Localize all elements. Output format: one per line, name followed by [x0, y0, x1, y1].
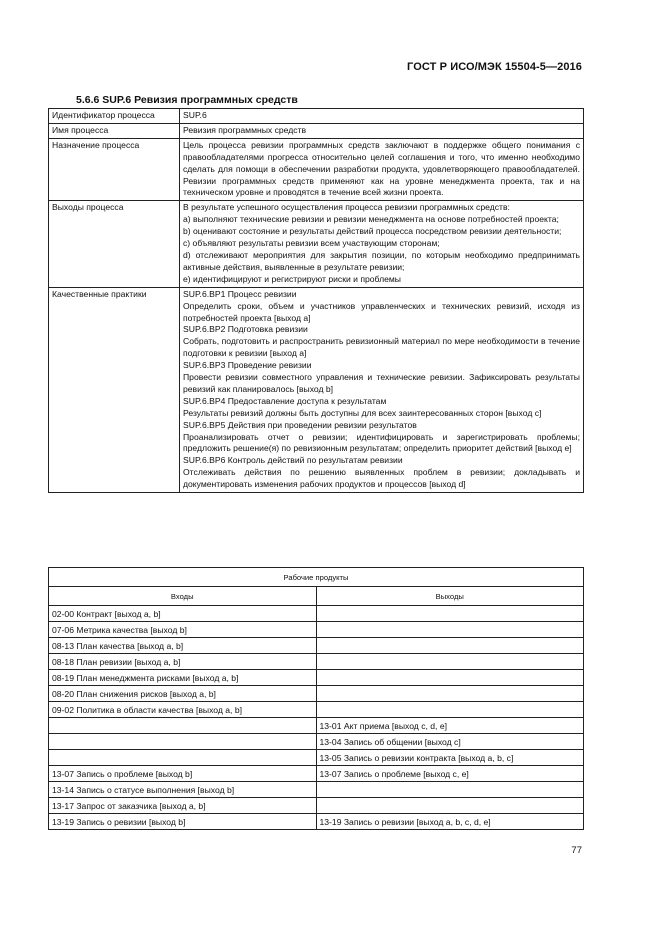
input-cell: 09-02 Политика в области качества [выход a, b]: [49, 702, 317, 718]
practice-title: SUP.6.BP1 Процесс ревизии: [183, 288, 297, 299]
process-id-label: Идентификатор процесса: [49, 109, 180, 124]
process-outcomes-list: [180, 201, 584, 287]
table-row: [49, 622, 584, 638]
practice-title: SUP.6.BP4 Предоставление доступа к результатам: [183, 395, 387, 406]
output-cell: 13-05 Запись о ревизии контракта [выход a, b, c]: [316, 750, 584, 766]
input-cell: 08-18 План ревизии [выход a, b]: [49, 654, 317, 670]
process-id-value: SUP.6: [180, 109, 584, 124]
practice-text: Собрать, подготовить и распространить ревизионный материал по мере необходимости в течение подготовки к ревизии [выход a]: [183, 336, 580, 359]
output-cell: [316, 638, 584, 654]
input-cell: 13-19 Запись о ревизии [выход b]: [49, 814, 317, 830]
practice-text: Отслеживать действия по решению выявленных проблем в ревизии; докладывать и документировать изменения рабочих продуктов и процессов [выход d]: [183, 467, 580, 490]
work-products-title: Рабочие продукты: [49, 568, 584, 587]
process-outcomes-label: Выходы процесса: [49, 201, 180, 287]
table-row: [49, 686, 584, 702]
input-cell: [49, 750, 317, 766]
process-practices-label: Качественные практики: [49, 287, 180, 492]
input-cell: 08-19 План менеджмента рисками [выход a, b]: [49, 670, 317, 686]
table-row: [49, 702, 584, 718]
practice-title: SUP.6.BP3 Проведение ревизии: [183, 360, 312, 371]
process-name-value: Ревизия программных средств: [180, 123, 584, 138]
outputs-header: Выходы: [316, 587, 584, 606]
input-cell: [49, 718, 317, 734]
outcome-item: b) оценивают состояние и результаты действий процесса посредством ревизии деятельности;: [183, 226, 562, 237]
input-cell: 07-06 Метрика качества [выход b]: [49, 622, 317, 638]
section-title: 5.6.6 SUP.6 Ревизия программных средств: [76, 94, 298, 106]
table-row: [49, 782, 584, 798]
process-id-row: [49, 109, 584, 124]
table-row: [49, 798, 584, 814]
table-row: [49, 606, 584, 622]
outcome-item: В результате успешного осуществления процесса ревизии программных средств:: [183, 202, 510, 213]
output-cell: [316, 606, 584, 622]
outcome-item: e) идентифицируют и регистрируют риски и проблемы: [183, 273, 401, 284]
work-products-title-row: [49, 568, 584, 587]
input-cell: 02-00 Контракт [выход a, b]: [49, 606, 317, 622]
output-cell: [316, 670, 584, 686]
output-cell: [316, 782, 584, 798]
table-row: [49, 814, 584, 830]
outcome-item: c) объявляют результаты ревизии всем участвующим сторонам;: [183, 238, 440, 249]
process-practices-row: [49, 287, 584, 492]
process-practices-list: [180, 287, 584, 492]
practice-title: SUP.6.BP5 Действия при проведении ревизии результатов: [183, 419, 417, 430]
table-row: [49, 750, 584, 766]
process-name-row: [49, 123, 584, 138]
process-purpose-row: [49, 138, 584, 201]
process-table: [48, 108, 584, 493]
input-cell: 08-13 План качества [выход a, b]: [49, 638, 317, 654]
table-row: [49, 718, 584, 734]
work-products-table: [48, 567, 584, 830]
process-purpose-value: Цель процесса ревизии программных средств заключают в поддержке общего понимания с правообладателями прогресса относительно целей соглашения и того, что именно необходимо сделать для помощи в обеспечении разработки продукта, удовлетворяющего правообладателей. Ревизии программных средств применяют как на уровне менеджмента проекта, так и на техническом уровне и проводятся в течение всей жизни проекта.: [180, 138, 584, 201]
process-outcomes-row: [49, 201, 584, 287]
table-row: [49, 734, 584, 750]
output-cell: 13-04 Запись об общении [выход c]: [316, 734, 584, 750]
inputs-header: Входы: [49, 587, 317, 606]
practice-title: SUP.6.BP6 Контроль действий по результатам ревизии: [183, 455, 403, 466]
output-cell: [316, 686, 584, 702]
input-cell: [49, 734, 317, 750]
practice-text: Результаты ревизий должны быть доступны для всех заинтересованных сторон [выход c]: [183, 407, 542, 418]
page-number: 77: [571, 845, 582, 856]
input-cell: 13-14 Запись о статусе выполнения [выход b]: [49, 782, 317, 798]
output-cell: [316, 654, 584, 670]
practice-text: Определить сроки, объем и участников управленческих и технических ревизий, исходя из потребностей проекта [выход a]: [183, 300, 580, 323]
output-cell: 13-07 Запись о проблеме [выход c, e]: [316, 766, 584, 782]
document-header: ГОСТ Р ИСО/МЭК 15504-5—2016: [407, 61, 582, 73]
table-row: [49, 766, 584, 782]
practice-title: SUP.6.BP2 Подготовка ревизии: [183, 324, 308, 335]
input-cell: 13-07 Запись о проблеме [выход b]: [49, 766, 317, 782]
outcome-item: d) отслеживают мероприятия для закрытия позиции, по которым необходимо предпринимать активные действия, выявленные в результате ревизии;: [183, 249, 580, 272]
table-row: [49, 654, 584, 670]
output-cell: 13-19 Запись о ревизии [выход a, b, c, d, e]: [316, 814, 584, 830]
process-name-label: Имя процесса: [49, 123, 180, 138]
table-row: [49, 638, 584, 654]
output-cell: [316, 798, 584, 814]
process-purpose-label: Назначение процесса: [49, 138, 180, 201]
practice-text: Провести ревизии совместного управления и технические ревизии. Зафиксировать результаты ревизий как планировалось [выход b]: [183, 372, 580, 394]
work-products-body: [49, 606, 584, 830]
work-products-header-row: [49, 587, 584, 606]
practice-text: Проанализировать отчет о ревизии; идентифицировать и зарегистрировать проблемы; предложить решение(я) по ревизионным результатам; определить приоритет действий [выход e]: [183, 431, 580, 454]
table-row: [49, 670, 584, 686]
input-cell: 13-17 Запрос от заказчика [выход a, b]: [49, 798, 317, 814]
output-cell: 13-01 Акт приема [выход c, d, e]: [316, 718, 584, 734]
output-cell: [316, 622, 584, 638]
input-cell: 08-20 План снижения рисков [выход a, b]: [49, 686, 317, 702]
outcome-item: a) выполняют технические ревизии и ревизии менеджмента на основе потребностей проекта;: [183, 214, 559, 225]
output-cell: [316, 702, 584, 718]
